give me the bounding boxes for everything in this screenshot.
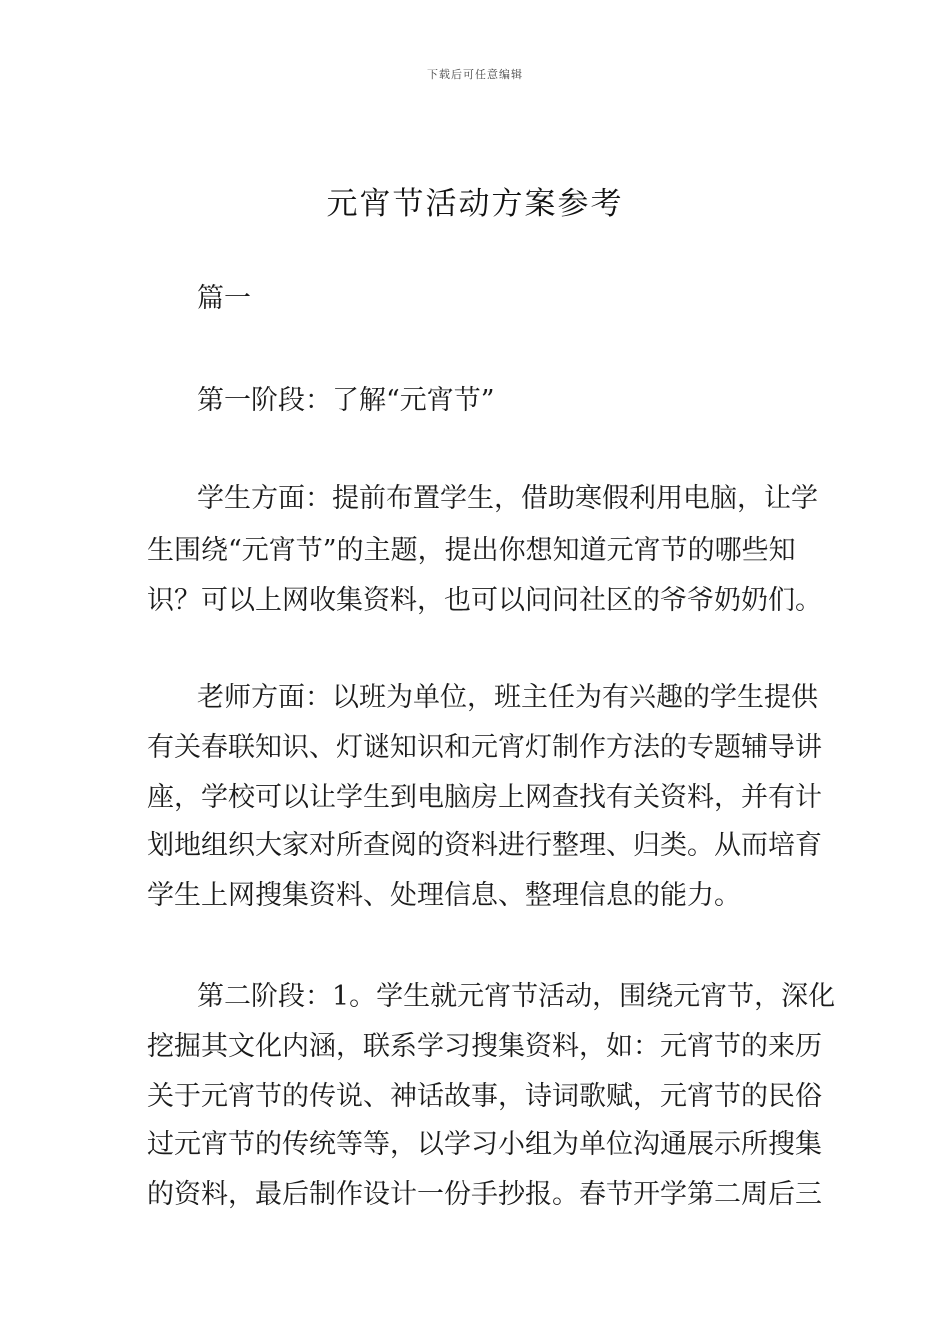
students-paragraph-line: 生围绕“元宵节”的主题，提出你想知道元宵节的哪些知 xyxy=(147,535,796,566)
teachers-paragraph-line: 学生上网搜集资料、处理信息、整理信息的能力。 xyxy=(147,880,741,911)
teachers-paragraph-line: 划地组织大家对所查阅的资料进行整理、归类。从而培育 xyxy=(147,830,822,861)
teachers-paragraph-line: 座，学校可以让学生到电脑房上网查找有关资料，并有计 xyxy=(147,782,822,813)
stage2-paragraph-line: 的资料，最后制作设计一份手抄报。春节开学第二周后三 xyxy=(147,1179,822,1210)
header-note: 下载后可任意编辑 xyxy=(427,68,523,81)
section-label: 篇一 xyxy=(197,283,251,314)
teachers-paragraph-line: 有关春联知识、灯谜知识和元宵灯制作方法的专题辅导讲 xyxy=(147,732,822,763)
stage1-heading: 第一阶段：了解“元宵节” xyxy=(197,385,495,416)
stage2-paragraph-line: 过元宵节的传统等等，以学习小组为单位沟通展示所搜集 xyxy=(147,1129,822,1160)
document-title: 元宵节活动方案参考 xyxy=(326,186,624,222)
students-paragraph-line: 识？可以上网收集资料，也可以问问社区的爷爷奶奶们。 xyxy=(147,585,822,616)
stage2-paragraph-line: 第二阶段：1。学生就元宵节活动，围绕元宵节，深化 xyxy=(197,981,836,1012)
stage2-paragraph-line: 关于元宵节的传说、神话故事，诗词歌赋，元宵节的民俗 xyxy=(147,1081,822,1112)
students-paragraph-line: 学生方面：提前布置学生，借助寒假利用电脑，让学 xyxy=(197,483,818,514)
teachers-paragraph-line: 老师方面：以班为单位，班主任为有兴趣的学生提供 xyxy=(197,682,818,713)
stage2-paragraph-line: 挖掘其文化内涵，联系学习搜集资料，如：元宵节的来历 xyxy=(147,1031,822,1062)
